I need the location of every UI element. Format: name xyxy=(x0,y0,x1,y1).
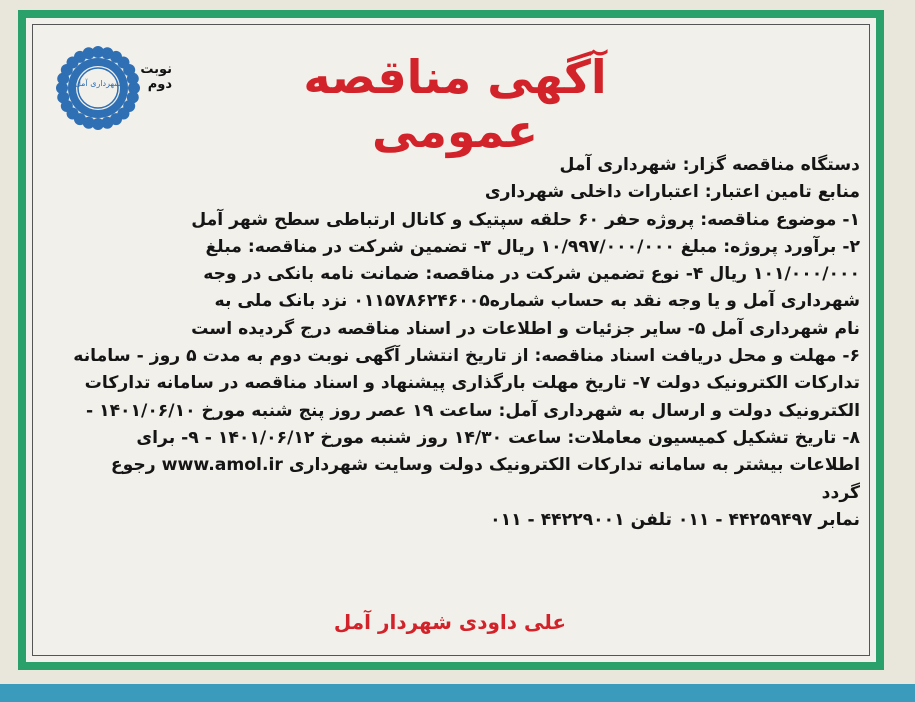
notice-line: گردد xyxy=(821,482,860,503)
notice-line: ۶- مهلت و محل دریافت اسناد مناقصه: از تاریخ انتشار آگهی نوبت دوم به مدت ۵ روز - سامانه xyxy=(73,346,860,367)
notice-line: ۲- برآورد پروژه: مبلغ ۱۰/۹۹۷/۰۰۰/۰۰۰ ریال ۳- تضمین شرکت در مناقصه: مبلغ xyxy=(205,236,860,257)
notice-line: تدارکات الکترونیک دولت ۷- تاریخ مهلت بارگذاری پیشنهاد و اسناد مناقصه در سامانه تدارکات xyxy=(84,373,860,394)
notice-line: ۸- تاریخ تشکیل کمیسیون معاملات: ساعت ۱۴/۳۰ روز شنبه مورخ ۱۴۰۱/۰۶/۱۲ - ۹- برای xyxy=(136,427,860,448)
page-title: آگهی مناقصه عمومی xyxy=(303,50,607,158)
notice-body xyxy=(30,152,860,534)
notice-line: منابع تامین اعتبار: اعتبارات داخلی شهرداری xyxy=(484,182,860,203)
round-label: نوبت دوم xyxy=(140,62,172,92)
notice-line: نام شهرداری آمل ۵- سایر جزئیات و اطلاعات در اسناد مناقصه درج گردیده است xyxy=(191,318,860,339)
signature: علی داودی شهردار آمل xyxy=(333,610,567,634)
bottom-color-strip xyxy=(0,684,915,702)
notice-line: شهرداری آمل و یا وجه نقد به حساب شماره۰۱۱۵۷۸۶۲۴۶۰۰۵ نزد بانک ملی به xyxy=(214,291,860,312)
notice-line: الکترونیک دولت و ارسال به شهرداری آمل: ساعت ۱۹ عصر روز پنج شنبه مورخ ۱۴۰۱/۰۶/۱۰ - xyxy=(85,400,860,421)
notice-line: دستگاه مناقصه گزار: شهرداری آمل xyxy=(559,155,860,175)
notice-line: اطلاعات بیشتر به سامانه تدارکات الکترونیک دولت وسایت شهرداری www.amol.ir رجوع xyxy=(110,455,860,476)
notice-line: ۱۰۱/۰۰۰/۰۰۰ ریال ۴- نوع تضمین شرکت در مناقصه: ضمانت نامه بانکی در وجه xyxy=(203,264,860,285)
notice-line: نمابر ۴۴۲۵۹۴۹۷ - ۰۱۱ تلفن ۴۴۲۲۹۰۰۱ - ۰۱۱ xyxy=(490,509,860,530)
notice-line: ۱- موضوع مناقصه: پروژه حفر ۶۰ حلقه سپتیک و کانال ارتباطی سطح شهر آمل xyxy=(191,209,860,230)
logo-text: شهرداری آمل xyxy=(75,79,121,88)
